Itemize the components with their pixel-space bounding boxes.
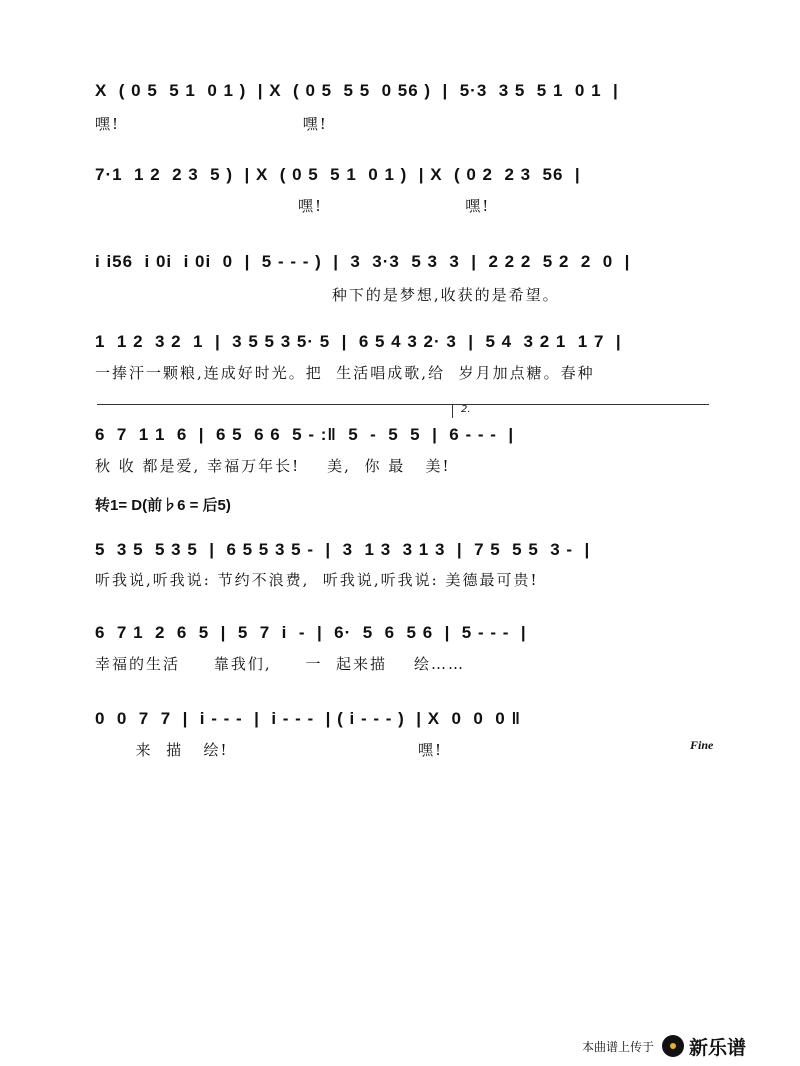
lyrics-line-5: 秋 收 都是爱, 幸福万年长! 美, 你 最 美! [95, 457, 451, 475]
lyrics-line-8: 来 描 绘! 嘿! [95, 741, 444, 759]
notation-line-2: 7·1 1 2 2 3 5 ) | X ( 0 5 5 1 0 1 ) | X ( 0 2 2 3 56 | [95, 165, 581, 184]
fine-mark: Fine [690, 738, 714, 752]
lyrics-line-7: 幸福的生活 靠我们, 一 起来描 绘…… [95, 655, 466, 673]
key-change: 转1= D(前♭6 = 后5) [95, 497, 231, 514]
lyrics-line-6: 听我说,听我说: 节约不浪费, 听我说,听我说: 美德最可贵! [95, 571, 539, 589]
record-disc-icon [662, 1035, 684, 1057]
lyrics-line-4: 一捧汗一颗粮,连成好时光。把 生活唱成歌,给 岁月加点糖。春种 [95, 364, 595, 382]
lyrics-line-1: 嘿! 嘿! [95, 115, 328, 133]
notation-line-5: 6 7 1 1 6 | 6 5 6 6 5 - :‖ 5 - 5 5 | 6 - - - | [95, 425, 515, 444]
second-ending-label: 2. [461, 404, 471, 415]
notation-line-1: X ( 0 5 5 1 0 1 ) | X ( 0 5 5 5 0 56 ) | 5·3 3 5 5 1 0 1 | [95, 81, 619, 100]
notation-line-3: i i56 i 0i i 0i 0 | 5 - - - ) | 3 3·3 5 3 3 | 2 2 2 5 2 2 0 | [95, 252, 631, 271]
lyrics-line-2: 嘿! 嘿! [95, 197, 491, 215]
second-ending-bracket [452, 404, 710, 418]
footer [582, 1032, 746, 1060]
footer-text: 本曲谱上传于 [582, 1039, 655, 1054]
logo-text: 新乐谱 [689, 1036, 747, 1059]
notation-line-8: 0 0 7 7 | i - - - | i - - - | ( i - - - ) | X 0 0 0 ‖ [95, 709, 521, 728]
lyrics-line-3: 种下的是梦想,收获的是希望。 [95, 286, 560, 304]
notation-line-7: 6 7 1 2 6 5 | 5 7 i - | 6· 5 6 5 6 | 5 - - - | [95, 623, 527, 642]
notation-line-6: 5 3 5 5 3 5 | 6 5 5 3 5 - | 3 1 3 3 1 3 | 7 5 5 5 3 - | [95, 540, 591, 559]
site-logo[interactable] [662, 1033, 746, 1060]
notation-line-4: 1 1 2 3 2 1 | 3 5 5 3 5· 5 | 6 5 4 3 2· 3 | 5 4 3 2 1 1 7 | [95, 332, 622, 351]
